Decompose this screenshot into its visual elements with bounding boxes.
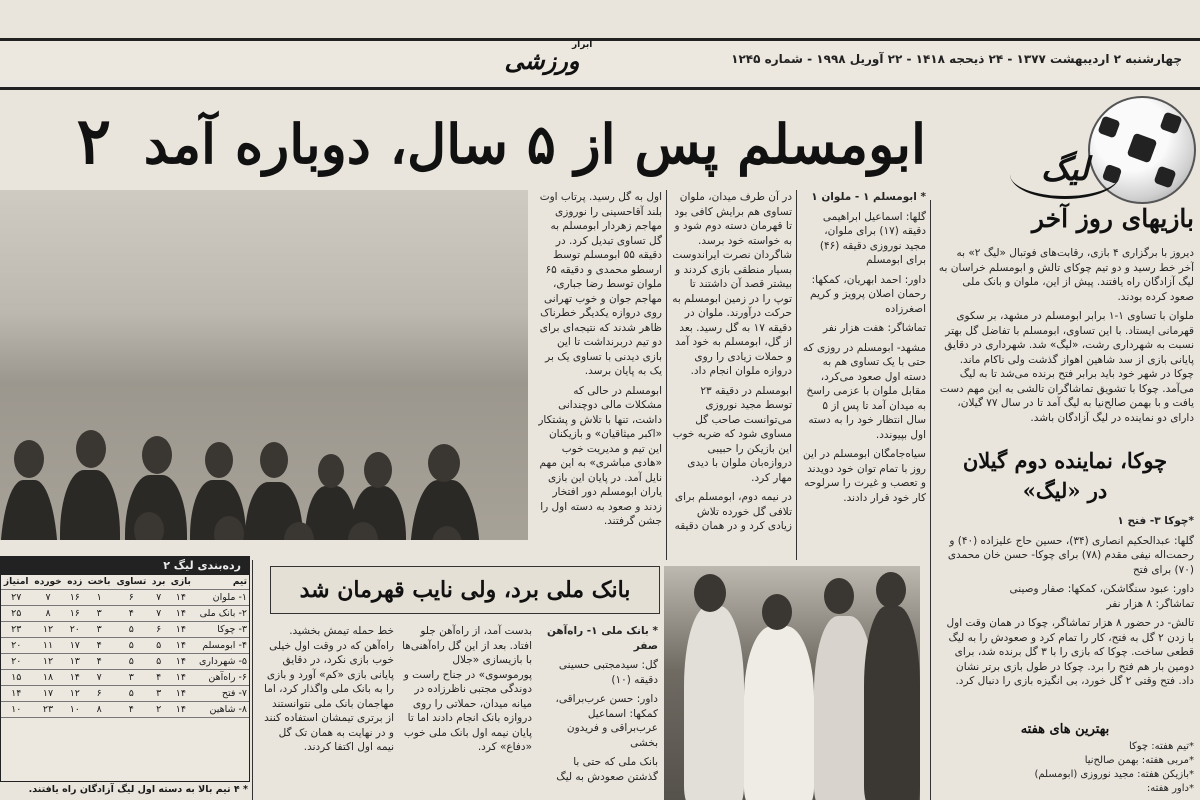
best-item: *مربی هفته: بهمن صالح‌نیا xyxy=(1084,755,1194,766)
best-item: *داور هفته: xyxy=(1146,783,1194,794)
paragraph: بانک ملی که حتی با گذشتن صعودش به لیگ xyxy=(556,756,658,783)
league-logo: لیگ xyxy=(1010,150,1120,199)
score-line: *چوکا ۳- فتح ۱ xyxy=(1117,515,1194,527)
col-header: بازی xyxy=(168,575,194,590)
table-header-row xyxy=(1,575,249,590)
headline-text: ابومسلم پس از ۵ سال، دوباره آمد xyxy=(143,112,926,176)
chooka-title-line1: چوکا، نماینده دوم گیلان xyxy=(962,448,1168,473)
paragraph: سیاه‌جامگان ابومسلم در این روز با تمام توان خود دویدند و تعصب و غیرت را سرلوحه کار خود قرار دادند. xyxy=(802,448,926,504)
table-row: ۵- شهرداری ۱۴ ۵ ۵ ۴ ۱۳ ۱۲ ۲۰ xyxy=(1,654,249,670)
bank-article-title: بانک ملی برد، ولی نایب قهرمان شد xyxy=(270,566,660,614)
best-item: *بازیکن هفته: مجید نوروزی (ابومسلم) xyxy=(1034,769,1194,780)
paragraph: خط حمله تیمش بخشید. راه‌آهن که در وقت اول خیلی خوب بازی نکرد، در دقایق پایانی بازی «کم» آورد و بازی را به بانک ملی واگذار کرد، اما مهاجمان بانک ملی نتوانستند از برتری تیمشان استفاده کنند و در نهایت به همان تک گل نیمه اول اکتفا کردند. xyxy=(264,625,394,753)
paragraph: در آن طرف میدان، ملوان تساوی هم برایش کافی بود تا قهرمان دسته دوم شود و به خواسته خود برسد. شاگردان نصرت ایراندوست بسیار منطقی بازی کردند و بیشتر قصد آن داشتند تا توپ را در زمین ابومسلم به حرکت درآورند. ملوان در دقیقه ۱۷ به گل رسید. بعد از گل، ابومسلم به خود آمد و حملات زیادی را روی دروازه ملوان انجام داد. xyxy=(672,191,792,377)
paragraph: اول به گل رسید. پرتاب اوت بلند آقاحسینی را نوروزی مهاجم زهردار ابومسلم به گل تساوی تبدیل کرد. در دقیقه ۵۵ ابومسلم توسط ارسطو محمدی و دقیقه ۶۵ ملوان توسط رضا جباری، مهاجم جوان و خوب تهرانی روی دروازه یکدیگر خطرناک ظاهر شدند که نتیجه‌ای برای دو تیم دربرنداشت تا این بازی دیدنی با تساوی یک بر یک به پایان برسد. xyxy=(539,191,662,377)
article-column-1 xyxy=(800,190,926,560)
article-column-3 xyxy=(538,190,662,560)
table-row: ۱- ملوان ۱۴ ۷ ۶ ۱ ۱۶ ۷ ۲۷ xyxy=(1,590,249,606)
col-header: تیم xyxy=(194,575,249,590)
table-row: ۲- بانک ملی ۱۴ ۷ ۴ ۳ ۱۶ ۸ ۲۵ xyxy=(1,606,249,622)
column-divider xyxy=(666,190,667,560)
article-column-2 xyxy=(670,190,792,560)
col-header: برد xyxy=(149,575,168,590)
paragraph: در نیمه دوم، ابومسلم برای تلافی گل خورده تلاش زیادی کرد و در همان دقیقه xyxy=(674,491,792,532)
paragraph: تالش- در حضور ۸ هزار تماشاگر، چوکا در همان وقت اول با زدن ۲ گل به فتح، کار را تمام کرد و صعودش را به لیگ قطعی ساخت. چوکا که بازی را با ۳ گل برنده شد، برای دومین بار هم فتح را برد. چوکا در طول بازی برتر نشان داد. فتح وقتی ۲ گل خورد، بی انگیزه بازی را دنبال کرد. xyxy=(946,617,1194,687)
chooka-title-line2: در «لیگ» xyxy=(1022,478,1108,503)
sports-logo: ورزشی xyxy=(504,46,580,75)
referee-line: داور: حسن عرب‌براقی، کمکها: اسماعیل عرب‌براقی و فریدون بخشی xyxy=(555,693,658,749)
right-column-text xyxy=(938,246,1194,446)
column-divider xyxy=(252,560,253,800)
team-photo xyxy=(0,190,528,540)
paragraph: ابومسلم در حالی که مشکلات مالی دوچندانی داشت، تنها با تلاش و پشتکار «اکبر میثاقیان» و بازیکنان این تیم و مدیریت خوب «هادی مباشری» به این مهم نایل آمد. در پایان این بازی یاران ابومسلم دور افتخار زدند و صعود به دسته اول را جشن گرفتند. xyxy=(538,384,662,527)
paragraph: مشهد- ابومسلم در روزی که حتی با یک تساوی هم به دسته اول صعود می‌کرد، مقابل ملوان با عزمی راسخ به میدان آمد تا پس از ۵ سال انتظار خود را به دسته اول بپیوندد. xyxy=(802,341,926,441)
score-line: * ابومسلم ۱ - ملوان ۱ xyxy=(811,191,926,203)
table-row: ۳- چوکا ۱۴ ۶ ۵ ۳ ۲۰ ۱۲ ۲۳ xyxy=(1,622,249,638)
standings xyxy=(1,575,249,718)
right-section-title: بازیهای روز آخر xyxy=(1031,204,1194,233)
table-note: * ۴ تیم بالا به دسته اول لیگ آزادگان راه یافتند. xyxy=(28,784,248,795)
col-header: خورده xyxy=(31,575,64,590)
col-header: باخت xyxy=(85,575,113,590)
spectators-line: تماشاگر: هفت هزار نفر xyxy=(822,322,926,334)
table-title: رده‌بندی لیگ ۲ xyxy=(1,557,249,575)
abrar-logo: ابرار xyxy=(572,40,593,50)
column-divider xyxy=(796,190,797,560)
chooka-article xyxy=(938,514,1194,694)
goals-line: گلها: اسماعیل ابراهیمی دقیقه (۱۷) برای ملوان، مجید نوروزی دقیقه (۴۶) برای ابومسلم xyxy=(819,210,926,266)
dateline: چهارشنبه ۲ اردیبهشت ۱۳۷۷ - ۲۴ ذیحجه ۱۴۱۸ - ۲۲ آوریل ۱۹۹۸ - شماره ۱۲۴۵ xyxy=(731,52,1182,66)
bank-article-column-2 xyxy=(402,624,532,800)
celebration-photo xyxy=(664,566,920,800)
table-row: ۸- شاهین ۱۴ ۲ ۴ ۸ ۱۰ ۲۳ ۱۰ xyxy=(1,702,249,718)
paragraph: بدست آمد، از راه‌آهن جلو افتاد. بعد از این گل راه‌آهنی‌ها با بازیسازی «جلال پورموسوی» در جناح راست و دوندگی مجتبی ناظرزاده در میانه میدان، حملاتی را روی دروازه بانک انجام دادند اما تا پایان نیمه اول بانک ملی خوب «دفاع» کرد. xyxy=(402,625,532,753)
column-divider xyxy=(930,200,931,800)
best-item: *تیم هفته: چوکا xyxy=(1128,741,1194,752)
goal-line: گل: سیدمجتبی حسینی دقیقه (۱۰) xyxy=(558,659,658,686)
score-line: * بانک ملی ۱- راه‌آهن صفر xyxy=(546,625,658,652)
table-row: ۶- راه‌آهن ۱۴ ۴ ۳ ۷ ۱۴ ۱۸ ۱۵ xyxy=(1,670,249,686)
referee-line: داور: احمد ابهریان، کمکها: رحمان اصلان پرویز و کریم اصغرزاده xyxy=(810,273,926,315)
league-standings-table xyxy=(0,556,250,782)
col-header: زده xyxy=(65,575,85,590)
spectators-line: تماشاگر: ۸ هزار نفر xyxy=(1106,597,1194,610)
bank-article-column-1 xyxy=(540,624,658,800)
best-of-week-title: بهترین های هفته xyxy=(1020,722,1110,737)
table-row: ۷- فتح ۱۴ ۳ ۵ ۶ ۱۲ ۱۷ ۱۴ xyxy=(1,686,249,702)
chooka-title xyxy=(936,446,1194,506)
bank-article-column-3 xyxy=(264,624,394,800)
paragraph: دیروز با برگزاری ۴ بازی، رقابت‌های فوتبال «لیگ ۲» به آخر خط رسید و دو تیم چوکای تالش و ابومسلم خراسان به لیگ آزادگان راه یافتند. پیش از این، ملوان و بانک ملی صعود کرده بودند. xyxy=(938,247,1194,303)
referee-line: داور: عبود سنگاشکن، کمکها: صفار وصینی xyxy=(1009,583,1194,595)
paragraph: ابومسلم در دقیقه ۲۳ توسط مجید نوروزی می‌توانست صاحب گل مساوی شود که ضربه خوب این بازیکن را حبیبی دروازه‌بان ملوان با دیدی مهار کرد. xyxy=(672,384,792,484)
table-row: ۴- ابومسلم ۱۴ ۵ ۵ ۴ ۱۷ ۱۱ ۲۰ xyxy=(1,638,249,654)
paragraph: ملوان با تساوی ۱-۱ برابر ابومسلم در مشهد، بر سکوی قهرمانی ایستاد. با این تساوی، ابومسلم با تفاضل گل بهتر نسبت به شهرداری رشت، «لیگ» شد. شهرداری در دقایق پایانی بازی از سد شاهین اهواز گذشت ولی ناکام ماند. چوکا در شهر خود باید برابر فتح برنده می‌شد تا به لیگ می‌آمد. چوکا با تشویق تماشاگران تالشی به این مهم دست یافت و با بهمن صالح‌نیا به لیگ آمد تا در سال ۷۷ گیلان، دارای دو نماینده در لیگ آزادگان باشد. xyxy=(939,310,1194,424)
best-of-week-list xyxy=(938,740,1194,800)
col-header: امتیاز xyxy=(1,575,31,590)
main-headline xyxy=(6,104,926,179)
col-header: تساوی xyxy=(113,575,149,590)
goals-line: گلها: عبدالحکیم انصاری (۳۴)، حسین حاج علیزاده (۴۰) و رحمت‌اله نیفی مقدم (۷۸) برای چوکا- حسن خان محمدی (۷۰) برای فتح xyxy=(947,534,1194,576)
headline-number: ۲ xyxy=(76,104,111,179)
